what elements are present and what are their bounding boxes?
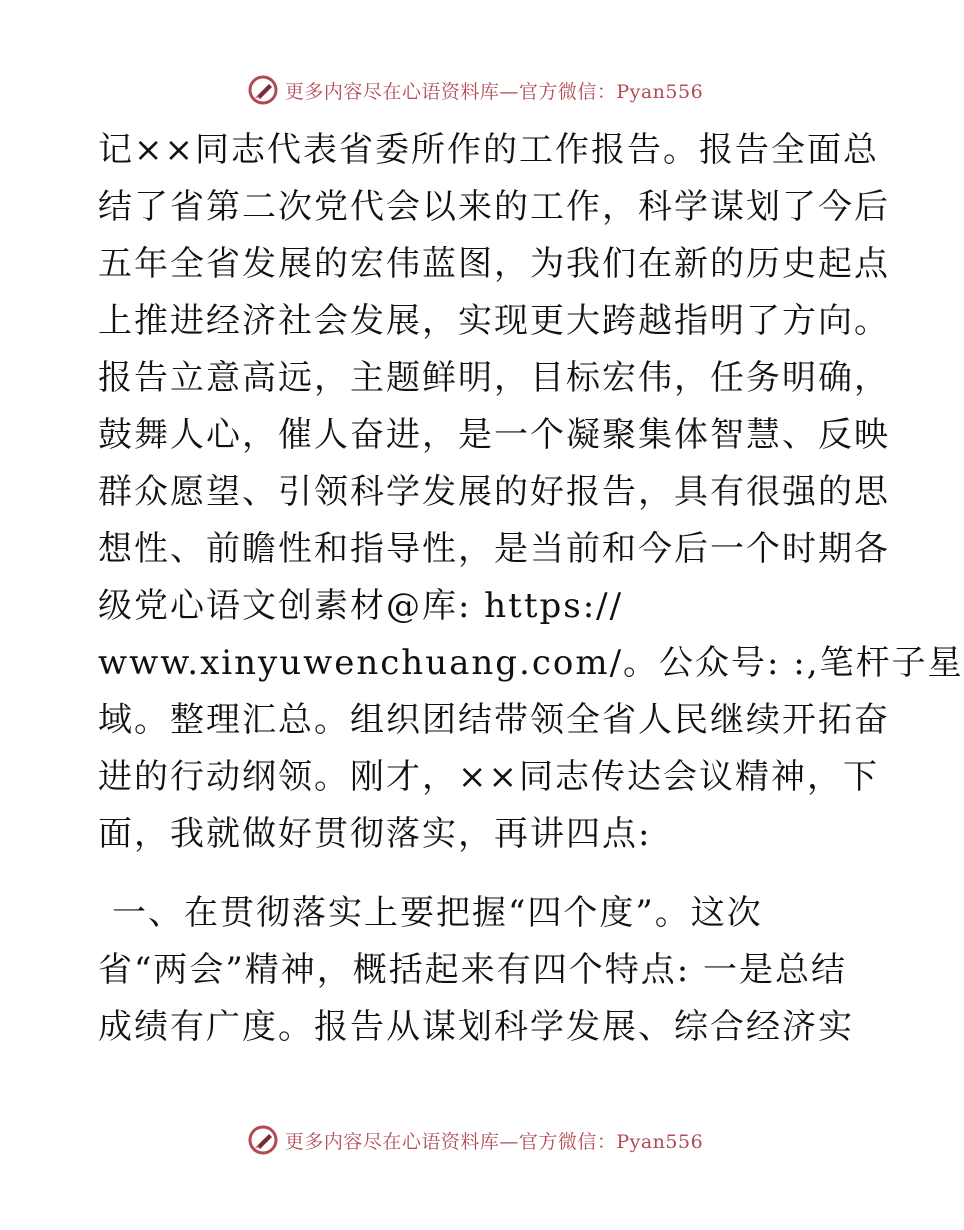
footer-watermark-banner — [0, 1120, 950, 1160]
brand-logo-icon — [247, 1124, 279, 1156]
body-line: 级党心语文创素材@库: https:// — [98, 586, 624, 626]
header-watermark-banner — [0, 70, 950, 110]
body-line: 想性、前瞻性和指导性，是当前和今后一个时期各 — [98, 529, 890, 569]
body-line: 省“两会”精神，概括起来有四个特点: 一是总结 — [98, 950, 848, 990]
footer-watermark-text: 更多内容尽在心语资料库—官方微信：Pyan556 — [284, 1130, 704, 1153]
body-line: 鼓舞人心，催人奋进，是一个凝聚集体智慧、反映 — [98, 415, 890, 455]
body-line: 结了省第二次党代会以来的工作，科学谋划了今后 — [98, 187, 890, 227]
body-line: 进的行动纲领。刚才，××同志传达会议精神，下 — [98, 757, 879, 797]
body-line: 上推进经济社会发展，实现更大跨越指明了方向。 — [98, 301, 890, 341]
body-line: 群众愿望、引领科学发展的好报告，具有很强的思 — [98, 472, 890, 512]
body-line: 成绩有广度。报告从谋划科学发展、综合经济实 — [98, 1007, 854, 1047]
body-line: 域。整理汇总。组织团结带领全省人民继续开拓奋 — [98, 700, 890, 740]
section-heading-line: 一、在贯彻落实上要把握“四个度”。这次 — [112, 893, 763, 933]
body-line: 报告立意高远，主题鲜明，目标宏伟，任务明确， — [98, 358, 890, 398]
body-line: 五年全省发展的宏伟蓝图，为我们在新的历史起点 — [98, 244, 890, 284]
body-line: www.xinyuwenchuang.com/。公众号: :,笔杆子星 — [98, 643, 964, 683]
brand-logo-icon — [247, 74, 279, 106]
body-line: 面，我就做好贯彻落实，再讲四点: — [98, 814, 652, 854]
document-body — [98, 122, 964, 1056]
body-line: 记××同志代表省委所作的工作报告。报告全面总 — [98, 130, 879, 170]
header-watermark-text: 更多内容尽在心语资料库—官方微信：Pyan556 — [284, 80, 704, 103]
